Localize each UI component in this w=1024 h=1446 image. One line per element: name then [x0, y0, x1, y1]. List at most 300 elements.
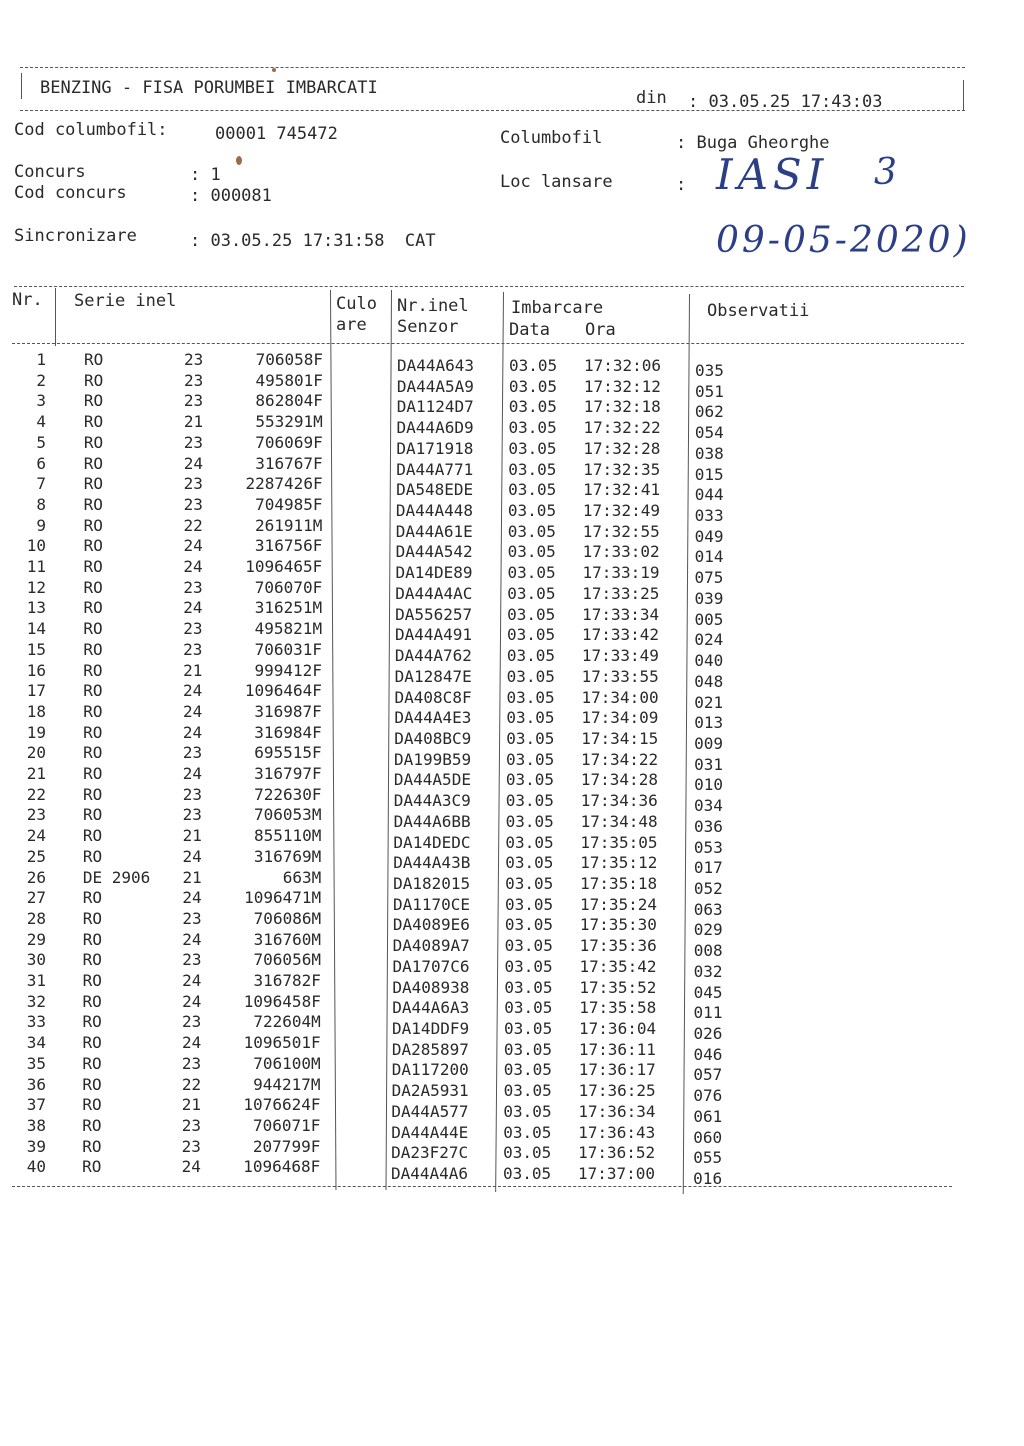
- row-ring: 706070F: [254, 577, 323, 597]
- row-ring: 663M: [282, 867, 322, 887]
- row-sensor: DA44A43B: [393, 853, 471, 873]
- row-time: 17:32:28: [583, 438, 661, 458]
- row-obs: 029: [693, 920, 723, 940]
- row-year: 21: [183, 412, 204, 432]
- row-ring: 722630F: [254, 784, 322, 804]
- col-header-nr: Nr.: [12, 290, 43, 310]
- row-year: 24: [182, 971, 202, 990]
- row-time: 17:35:58: [579, 998, 657, 1018]
- ink-speck: [272, 68, 276, 72]
- row-year: 23: [181, 1136, 201, 1156]
- row-ring: 316782F: [253, 971, 321, 990]
- row-ring: 706069F: [255, 432, 323, 452]
- row-date: 03.05: [504, 936, 553, 956]
- row-time: 17:32:41: [583, 480, 661, 500]
- col-header-nr-inel-1: Nr.inel: [397, 296, 469, 316]
- row-obs: 046: [693, 1044, 723, 1064]
- row-nr: 31: [26, 971, 46, 990]
- row-date: 03.05: [508, 438, 557, 458]
- table-header-separator: [12, 343, 964, 344]
- row-sensor: DA408C8F: [394, 687, 472, 707]
- row-obs: 063: [693, 899, 723, 919]
- row-date: 03.05: [506, 708, 555, 728]
- row-time: 17:36:17: [578, 1060, 656, 1080]
- row-date: 03.05: [507, 604, 556, 624]
- row-ring: 2287426F: [245, 474, 323, 494]
- row-nr: 1: [36, 350, 46, 369]
- row-date: 03.05: [508, 459, 557, 479]
- row-date: 03.05: [508, 376, 558, 396]
- row-date: 03.05: [505, 791, 554, 811]
- row-obs: 035: [695, 361, 724, 380]
- row-year: 24: [182, 722, 203, 742]
- row-obs: 011: [693, 1003, 723, 1023]
- row-sensor: DA44A44E: [391, 1122, 469, 1142]
- row-country: RO: [83, 784, 103, 804]
- row-country: RO: [83, 598, 103, 618]
- row-nr: 12: [26, 577, 46, 597]
- row-date: 03.05: [506, 687, 555, 707]
- row-obs: 034: [694, 796, 723, 816]
- row-country: RO: [82, 1157, 102, 1177]
- row-date: 03.05: [504, 1019, 553, 1039]
- row-country: RO: [82, 929, 102, 949]
- row-country: RO: [83, 432, 104, 452]
- row-sensor: DA4089E6: [392, 915, 470, 935]
- row-date: 03.05: [507, 563, 556, 583]
- row-ring: 1096465F: [245, 557, 323, 576]
- row-time: 17:33:02: [582, 542, 660, 562]
- row-ring: 706086M: [253, 908, 322, 928]
- row-ring: 261911M: [255, 515, 323, 535]
- row-obs: 075: [694, 568, 724, 588]
- handwritten-number: 3: [874, 152, 897, 193]
- cod-concurs-label: Cod concurs: [14, 183, 127, 203]
- row-country: RO: [83, 701, 103, 721]
- row-country: RO: [83, 474, 103, 494]
- row-country: RO: [83, 515, 103, 535]
- row-nr: 29: [26, 929, 46, 949]
- row-ring: 1096471M: [244, 888, 322, 908]
- row-time: 17:34:22: [581, 749, 659, 769]
- row-nr: 7: [36, 474, 46, 494]
- row-sensor: DA23F27C: [391, 1143, 469, 1163]
- row-ring: 855110M: [253, 826, 322, 846]
- row-ring: 316769M: [253, 846, 322, 866]
- row-obs: 039: [694, 588, 724, 608]
- row-nr: 13: [26, 598, 46, 618]
- row-year: 22: [183, 515, 203, 535]
- row-sensor: DA44A542: [395, 542, 473, 562]
- row-sensor: DA44A4AC: [395, 583, 473, 603]
- col-header-ora: Ora: [585, 320, 616, 340]
- row-obs: 040: [694, 651, 724, 671]
- row-year: 23: [183, 391, 204, 411]
- row-nr: 39: [26, 1136, 46, 1156]
- row-date: 03.05: [502, 1164, 552, 1184]
- row-time: 17:36:11: [578, 1039, 656, 1059]
- row-sensor: DA44A448: [395, 501, 473, 521]
- row-nr: 18: [26, 701, 46, 721]
- row-country: RO: [83, 557, 103, 576]
- row-time: 17:33:19: [582, 563, 660, 583]
- row-year: 23: [183, 619, 203, 639]
- row-obs: 044: [694, 485, 724, 505]
- sincronizare-label: Sincronizare: [14, 226, 137, 246]
- row-date: 03.05: [503, 1101, 552, 1121]
- row-sensor: DA117200: [391, 1060, 469, 1080]
- cod-columbofil-label: Cod columbofil:: [14, 120, 168, 140]
- row-date: 03.05: [508, 480, 557, 500]
- row-year: 24: [183, 598, 203, 618]
- row-country: RO: [83, 577, 103, 597]
- row-ring: 999412F: [254, 660, 322, 680]
- row-date: 03.05: [503, 1081, 552, 1101]
- row-sensor: DA171918: [396, 438, 474, 458]
- handwritten-place: IASI: [716, 150, 829, 199]
- row-nr: 3: [36, 391, 46, 411]
- row-ring: 706058F: [255, 350, 323, 369]
- din-label: din: [636, 88, 667, 108]
- row-sensor: DA408938: [392, 977, 470, 997]
- row-ring: 706031F: [254, 639, 323, 659]
- row-date: 03.05: [506, 749, 555, 769]
- row-date: 03.05: [507, 501, 557, 521]
- row-nr: 21: [26, 764, 46, 783]
- row-date: 03.05: [507, 521, 556, 541]
- row-obs: 009: [694, 733, 724, 753]
- row-obs: 014: [694, 547, 724, 567]
- row-nr: 23: [26, 805, 46, 825]
- row-year: 23: [182, 950, 202, 970]
- row-ring: 706100M: [253, 1053, 321, 1073]
- row-time: 17:37:00: [577, 1164, 656, 1184]
- row-sensor: DA44A762: [394, 646, 472, 666]
- row-year: 24: [183, 453, 203, 473]
- row-date: 03.05: [509, 356, 558, 375]
- row-sensor: DA44A643: [397, 356, 475, 375]
- row-time: 17:36:52: [578, 1143, 656, 1163]
- row-time: 17:32:06: [584, 356, 662, 375]
- row-ring: 316760M: [253, 929, 322, 949]
- row-date: 03.05: [506, 666, 555, 686]
- row-country: RO: [83, 453, 104, 473]
- row-date: 03.05: [505, 770, 555, 790]
- row-sensor: DA44A577: [391, 1101, 469, 1121]
- row-nr: 26: [26, 867, 46, 887]
- row-nr: 34: [26, 1033, 46, 1053]
- row-year: 23: [182, 1012, 202, 1032]
- row-country: RO: [82, 826, 103, 846]
- row-date: 03.05: [506, 646, 555, 666]
- row-nr: 32: [26, 991, 46, 1011]
- row-obs: 008: [693, 941, 723, 961]
- row-ring: 1096468F: [243, 1157, 321, 1177]
- row-sensor: DA44A6D9: [396, 418, 474, 438]
- row-date: 03.05: [504, 956, 553, 976]
- row-nr: 37: [26, 1095, 46, 1115]
- row-year: 23: [182, 908, 202, 928]
- row-ring: 1076624F: [243, 1095, 321, 1115]
- row-nr: 4: [36, 412, 46, 432]
- concurs-value: : 1: [190, 165, 221, 185]
- row-country: RO: [83, 639, 103, 659]
- row-obs: 021: [694, 692, 724, 712]
- row-time: 17:32:12: [583, 376, 661, 396]
- col-header-data: Data: [509, 320, 550, 340]
- row-country: RO: [83, 660, 103, 680]
- row-nr: 15: [26, 639, 46, 659]
- row-year: 23: [183, 577, 203, 597]
- row-ring: 706071F: [252, 1115, 321, 1135]
- row-date: 03.05: [507, 542, 556, 562]
- row-year: 23: [181, 1115, 201, 1135]
- row-ring: 1096501F: [243, 1033, 321, 1053]
- row-time: 17:35:05: [580, 832, 658, 852]
- row-year: 23: [181, 1053, 202, 1073]
- row-year: 24: [182, 701, 203, 721]
- row-sensor: DA44A4A6: [390, 1164, 469, 1184]
- row-sensor: DA44A61E: [395, 521, 473, 541]
- row-ring: 553291M: [255, 412, 323, 432]
- row-obs: 016: [693, 1169, 723, 1189]
- row-time: 17:33:25: [582, 583, 660, 603]
- row-obs: 055: [693, 1148, 723, 1168]
- row-date: 03.05: [503, 1143, 552, 1163]
- row-year: 23: [182, 743, 203, 763]
- row-sensor: DA44A6A3: [392, 998, 470, 1018]
- row-year: 23: [183, 432, 204, 452]
- row-country: RO: [82, 908, 102, 928]
- row-date: 03.05: [505, 853, 554, 873]
- row-nr: 38: [26, 1115, 46, 1135]
- row-sensor: DA44A5A9: [396, 376, 474, 396]
- row-obs: 015: [694, 464, 724, 484]
- row-obs: 061: [693, 1106, 723, 1126]
- row-country: DE 2906: [82, 867, 151, 887]
- row-year: 24: [183, 536, 203, 556]
- row-date: 03.05: [504, 915, 553, 935]
- row-year: 23: [183, 494, 203, 514]
- row-nr: 22: [26, 784, 46, 804]
- row-time: 17:34:48: [580, 811, 658, 831]
- row-date: 03.05: [507, 583, 556, 603]
- row-obs: 017: [693, 858, 723, 878]
- row-time: 17:35:52: [579, 977, 657, 997]
- row-nr: 9: [36, 515, 46, 535]
- row-year: 23: [182, 805, 202, 825]
- row-sensor: DA14DDF9: [392, 1019, 470, 1039]
- row-country: RO: [82, 971, 102, 990]
- row-obs: 013: [694, 713, 724, 733]
- row-year: 21: [181, 1095, 202, 1115]
- cod-columbofil-value: 00001 745472: [215, 124, 338, 144]
- row-ring: 722604M: [253, 1012, 321, 1032]
- row-obs: 062: [694, 402, 724, 422]
- row-date: 03.05: [505, 832, 554, 852]
- row-ring: 944217M: [253, 1074, 321, 1094]
- row-obs: 049: [694, 526, 724, 546]
- row-time: 17:33:49: [581, 646, 659, 666]
- row-date: 03.05: [503, 1122, 552, 1142]
- table-row: [0, 1157, 1024, 1189]
- row-country: RO: [82, 805, 103, 825]
- row-year: 23: [183, 639, 203, 659]
- concurs-label: Concurs: [14, 162, 86, 182]
- row-obs: 038: [694, 443, 724, 463]
- header-border-right: [963, 80, 964, 110]
- row-obs: 005: [694, 609, 724, 629]
- col-header-serie-inel: Serie inel: [74, 291, 177, 311]
- row-sensor: DA14DE89: [395, 563, 473, 583]
- row-obs: 053: [693, 837, 723, 857]
- row-year: 24: [182, 991, 202, 1011]
- row-time: 17:36:25: [578, 1081, 656, 1101]
- row-nr: 30: [26, 950, 46, 970]
- row-date: 03.05: [504, 977, 553, 997]
- col-header-culoare-2: are: [336, 315, 367, 335]
- row-sensor: DA2A5931: [391, 1081, 469, 1101]
- row-obs: 036: [693, 816, 723, 836]
- row-nr: 14: [26, 619, 46, 639]
- row-date: 03.05: [504, 894, 554, 914]
- row-date: 03.05: [506, 625, 556, 645]
- row-time: 17:32:49: [582, 501, 660, 521]
- columbofil-value: : Buga Gheorghe: [676, 133, 830, 153]
- row-country: RO: [83, 391, 104, 411]
- row-sensor: DA44A491: [394, 625, 473, 645]
- row-ring: 1096458F: [243, 991, 321, 1011]
- row-time: 17:34:15: [581, 728, 659, 748]
- row-obs: 054: [694, 423, 724, 443]
- row-time: 17:32:55: [582, 521, 660, 541]
- row-year: 21: [182, 826, 202, 846]
- sincronizare-value: : 03.05.25 17:31:58 CAT: [190, 231, 436, 251]
- row-nr: 5: [36, 432, 46, 452]
- row-nr: 27: [26, 888, 46, 908]
- row-year: 24: [182, 929, 202, 949]
- row-sensor: DA556257: [395, 604, 473, 624]
- row-nr: 28: [26, 908, 46, 928]
- row-time: 17:33:34: [582, 604, 660, 624]
- loc-lansare-label: Loc lansare: [500, 172, 613, 192]
- row-ring: 316756F: [254, 536, 323, 556]
- handwritten-date: 09-05-2020): [716, 220, 971, 261]
- loc-lansare-colon: :: [676, 175, 687, 195]
- row-ring: 316797F: [254, 764, 322, 783]
- row-country: RO: [82, 950, 102, 970]
- row-year: 23: [183, 370, 204, 390]
- col-header-imbarcare: Imbarcare: [511, 298, 604, 318]
- row-obs: 076: [693, 1086, 723, 1106]
- row-sensor: DA285897: [391, 1039, 469, 1059]
- row-nr: 40: [26, 1157, 46, 1177]
- cod-concurs-value: : 000081: [190, 186, 272, 206]
- row-nr: 16: [26, 660, 46, 680]
- row-nr: 25: [26, 846, 46, 866]
- row-time: 17:34:28: [580, 770, 658, 790]
- row-country: RO: [82, 846, 103, 866]
- row-obs: 031: [694, 754, 724, 774]
- row-time: 17:35:18: [580, 874, 658, 893]
- row-ring: 495821M: [254, 619, 323, 639]
- row-obs: 048: [694, 671, 724, 691]
- col-rule-nr: [55, 288, 56, 346]
- row-year: 21: [183, 660, 203, 680]
- row-obs: 057: [693, 1065, 723, 1085]
- row-time: 17:35:42: [579, 956, 657, 976]
- row-country: RO: [83, 681, 103, 701]
- row-obs: 060: [693, 1127, 723, 1147]
- row-nr: 20: [26, 743, 46, 763]
- row-sensor: DA14DEDC: [393, 832, 471, 852]
- row-country: RO: [83, 412, 104, 432]
- row-sensor: DA44A5DE: [393, 770, 471, 790]
- row-year: 24: [182, 764, 203, 783]
- row-sensor: DA12847E: [394, 666, 472, 686]
- row-obs: 052: [693, 879, 723, 898]
- row-ring: 207799F: [252, 1136, 321, 1156]
- table-border-bottom: [12, 1186, 952, 1187]
- row-ring: 862804F: [255, 391, 323, 411]
- row-nr: 11: [26, 557, 46, 576]
- row-country: RO: [83, 536, 103, 556]
- row-ring: 706056M: [253, 950, 321, 970]
- row-country: RO: [83, 743, 103, 763]
- row-ring: 316767F: [255, 453, 323, 473]
- row-date: 03.05: [503, 1039, 553, 1059]
- row-time: 17:32:35: [583, 459, 661, 479]
- row-year: 21: [182, 867, 202, 887]
- row-time: 17:36:04: [579, 1019, 657, 1039]
- row-year: 24: [183, 681, 203, 701]
- row-country: RO: [83, 764, 103, 783]
- row-sensor: DA1170CE: [392, 894, 471, 914]
- row-date: 03.05: [505, 874, 554, 893]
- row-date: 03.05: [506, 728, 555, 748]
- row-country: RO: [82, 1115, 102, 1135]
- row-sensor: DA548EDE: [396, 480, 474, 500]
- row-ring: 316251M: [254, 598, 323, 618]
- row-country: RO: [82, 1033, 102, 1053]
- row-time: 17:33:55: [581, 666, 659, 686]
- col-header-nr-inel-2: Senzor: [397, 317, 459, 337]
- row-date: 03.05: [508, 397, 557, 417]
- row-nr: 33: [26, 1012, 46, 1032]
- row-country: RO: [82, 1074, 102, 1094]
- din-value: : 03.05.25 17:43:03: [688, 92, 883, 112]
- row-country: RO: [83, 370, 104, 390]
- row-ring: 316984F: [254, 722, 322, 742]
- row-date: 03.05: [504, 998, 553, 1018]
- row-nr: 6: [36, 453, 46, 473]
- row-year: 24: [181, 1033, 202, 1053]
- row-obs: 045: [693, 982, 723, 1002]
- row-sensor: DA199B59: [394, 749, 472, 769]
- row-time: 17:35:36: [579, 936, 657, 956]
- row-year: 23: [184, 350, 204, 369]
- row-date: 03.05: [505, 811, 554, 831]
- row-ring: 1096464F: [244, 681, 322, 701]
- row-time: 17:34:00: [581, 687, 659, 707]
- row-country: RO: [82, 888, 103, 908]
- row-obs: 033: [694, 506, 724, 526]
- row-year: 23: [183, 474, 203, 494]
- table-border-top: [14, 286, 964, 287]
- row-time: 17:34:09: [581, 708, 659, 728]
- row-obs: 026: [693, 1024, 723, 1044]
- row-time: 17:34:36: [580, 791, 658, 811]
